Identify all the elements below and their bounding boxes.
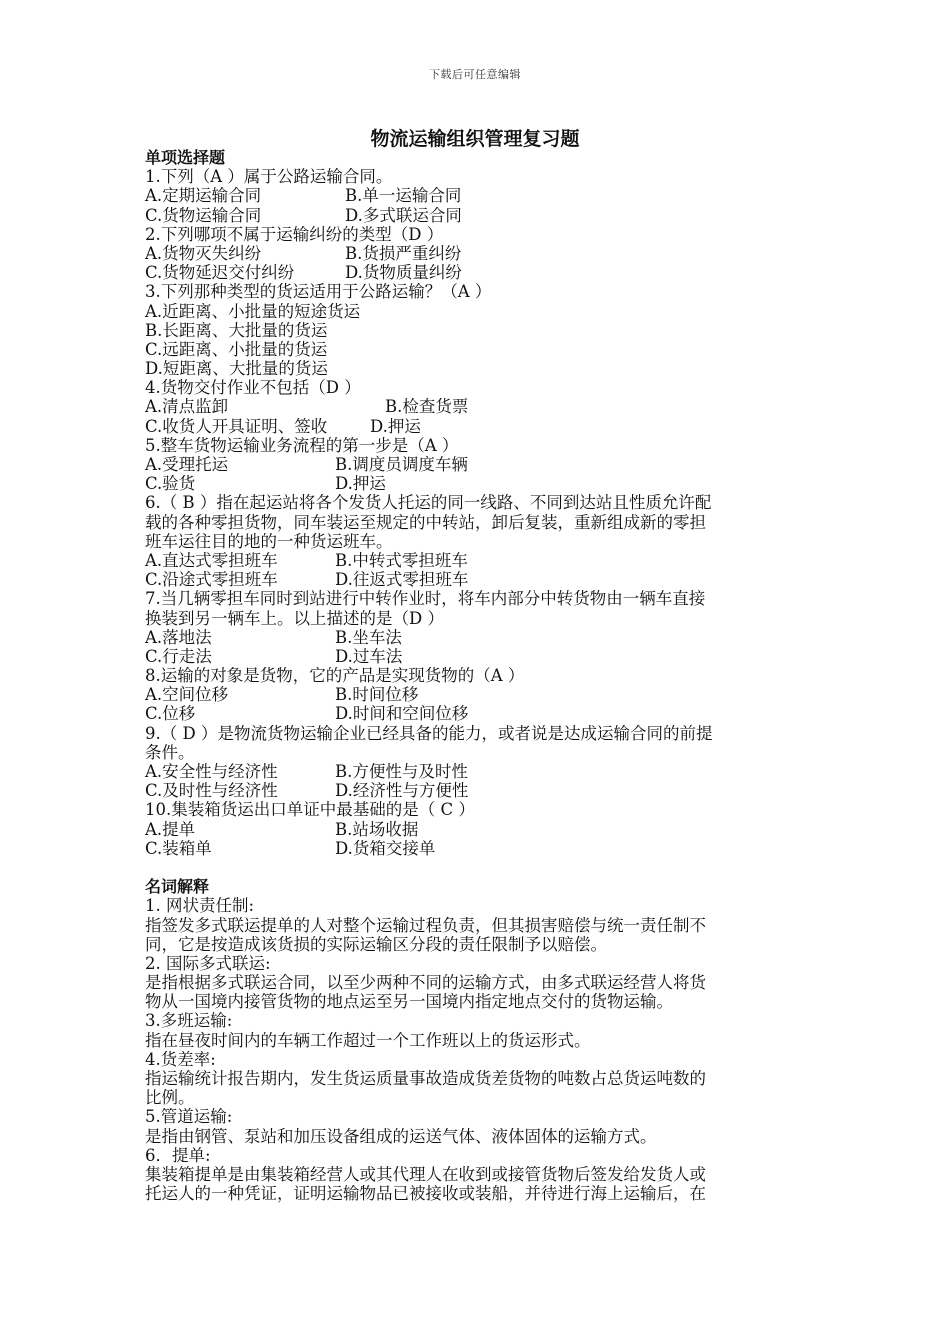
question-10-options-row-2 — [145, 839, 815, 858]
question-10-options-row-1 — [145, 820, 815, 839]
question-2-options-row-1 — [145, 244, 815, 263]
question-7-stem-line-2: 换装到另一辆车上。以上描述的是（D ） — [145, 608, 444, 628]
question-6-option-a: A.直达式零担班车 — [145, 550, 278, 570]
question-8-options-row-2 — [145, 704, 815, 723]
question-9-option-d: D.经济性与方便性 — [335, 781, 469, 801]
question-4-option-c: C.收货人开具证明、签收 — [145, 416, 328, 436]
term-6-title: 6．提单: — [145, 1145, 211, 1165]
question-6-stem-line-1: 6.（ B ）指在起运站将各个发货人托运的同一线路、不同到达站且性质允许配 — [145, 493, 712, 513]
question-2-option-b: B.货损严重纠纷 — [345, 243, 462, 263]
question-4-stem: 4.货物交付作业不包括（D ） — [145, 378, 361, 398]
question-5-stem: 5.整车货物运输业务流程的第一步是（A ） — [145, 435, 459, 455]
term-1-title: 1. 网状责任制: — [145, 896, 255, 916]
question-1-option-a: A.定期运输合同 — [145, 186, 262, 206]
question-2-options-row-2 — [145, 263, 815, 282]
question-4-options-row-1 — [145, 397, 815, 416]
section-heading-single-choice: 单项选择题 — [145, 148, 226, 167]
question-9-options-row-2 — [145, 781, 815, 800]
question-5-options-row-2 — [145, 474, 815, 493]
term-4-definition-line-2: 比例。 — [145, 1088, 195, 1108]
question-10-option-b: B.站场收据 — [335, 819, 419, 839]
term-2-definition-line-1: 是指根据多式联运合同，以至少两种不同的运输方式，由多式联运经营人将货 — [145, 973, 706, 993]
question-6-options-row-2 — [145, 570, 815, 589]
question-10-option-c: C.装箱单 — [145, 838, 212, 858]
question-2-option-a: A.货物灭失纠纷 — [145, 243, 262, 263]
question-2-stem: 2.下列哪项不属于运输纠纷的类型（D ） — [145, 224, 444, 244]
term-1-definition-line-2: 同，它是按造成该货损的实际运输区分段的责任限制予以赔偿。 — [145, 934, 607, 954]
question-8-option-a: A.空间位移 — [145, 685, 229, 705]
question-5-option-c: C.验货 — [145, 474, 196, 494]
question-3-option-c: C.远距离、小批量的货运 — [145, 339, 328, 359]
question-6-stem-line-2: 载的各种零担货物，同车装运至规定的中转站，卸后复装，重新组成新的零担 — [145, 512, 706, 532]
question-5-option-a: A.受理托运 — [145, 455, 229, 474]
term-5-title: 5.管道运输: — [145, 1107, 233, 1127]
question-9-stem-line-2: 条件。 — [145, 742, 195, 762]
header-note: 下载后可任意编辑 — [429, 68, 521, 81]
question-7-option-a: A.落地法 — [145, 627, 212, 647]
question-3-option-a: A.近距离、小批量的短途货运 — [145, 301, 361, 321]
section-spacer — [145, 858, 815, 877]
question-7-option-b: B.坐车法 — [335, 627, 402, 647]
term-1-definition-line-1: 指签发多式联运提单的人对整个运输过程负责，但其损害赔偿与统一责任制不 — [145, 915, 706, 935]
question-5-option-b: B.调度员调度车辆 — [335, 455, 468, 474]
question-9-option-b: B.方便性与及时性 — [335, 762, 468, 781]
question-6-option-d: D.往返式零担班车 — [335, 570, 469, 590]
term-4-definition-line-1: 指运输统计报告期内，发生货运质量事故造成货差货物的吨数占总货运吨数的 — [145, 1069, 706, 1088]
question-6-stem-line-3: 班车运往目的地的一种货运班车。 — [145, 531, 393, 551]
question-7-options-row-2 — [145, 647, 815, 666]
section-heading-definitions: 名词解释 — [145, 877, 210, 897]
question-4-options-row-2 — [145, 417, 815, 436]
question-7-option-c: C.行走法 — [145, 646, 212, 666]
question-1-options-row-1 — [145, 186, 815, 205]
document-body — [145, 148, 815, 1203]
term-2-title: 2. 国际多式联运: — [145, 953, 271, 973]
question-7-options-row-1 — [145, 628, 815, 647]
document-title: 物流运输组织管理复习题 — [370, 128, 580, 150]
question-6-options-row-1 — [145, 551, 815, 570]
question-10-stem: 10.集装箱货运出口单证中最基础的是（ C ） — [145, 800, 475, 820]
question-9-stem-line-1: 9.（ D ）是物流货物运输企业已经具备的能力，或者说是达成运输合同的前提 — [145, 723, 713, 743]
question-8-option-b: B.时间位移 — [335, 685, 419, 705]
term-3-title: 3.多班运输: — [145, 1011, 233, 1031]
question-8-option-c: C.位移 — [145, 704, 196, 724]
question-3-option-d: D.短距离、大批量的货运 — [145, 359, 328, 379]
question-1-stem: 1.下列（A ）属于公路运输合同。 — [145, 167, 393, 187]
question-1-option-d: D.多式联运合同 — [345, 205, 462, 225]
question-7-option-d: D.过车法 — [335, 646, 403, 666]
term-5-definition-line-1: 是指由钢管、泵站和加压设备组成的运送气体、液体固体的运输方式。 — [145, 1126, 657, 1146]
question-8-options-row-1 — [145, 685, 815, 704]
question-5-options-row-1 — [145, 455, 815, 474]
question-10-option-d: D.货箱交接单 — [335, 838, 436, 858]
question-8-option-d: D.时间和空间位移 — [335, 704, 469, 724]
question-3-stem: 3.下列那种类型的货运适用于公路运输？（A ） — [145, 282, 492, 302]
question-10-option-a: A.提单 — [145, 819, 196, 839]
question-4-option-d: D.押运 — [370, 416, 421, 436]
question-1-option-c: C.货物运输合同 — [145, 205, 262, 225]
question-6-option-c: C.沿途式零担班车 — [145, 570, 278, 590]
term-2-definition-line-2: 物从一国境内接管货物的地点运至另一国境内指定地点交付的货物运输。 — [145, 992, 673, 1012]
question-9-option-a: A.安全性与经济性 — [145, 762, 278, 781]
question-4-option-b: B.检查货票 — [385, 397, 469, 417]
term-4-title: 4.货差率: — [145, 1049, 216, 1069]
term-3-definition-line-1: 指在昼夜时间内的车辆工作超过一个工作班以上的货运形式。 — [145, 1030, 591, 1050]
question-6-option-b: B.中转式零担班车 — [335, 550, 468, 570]
question-8-stem: 8.运输的对象是货物，它的产品是实现货物的（A ） — [145, 666, 525, 686]
question-1-options-row-2 — [145, 206, 815, 225]
question-7-stem-line-1: 7.当几辆零担车同时到站进行中转作业时，将车内部分中转货物由一辆车直接 — [145, 589, 706, 609]
question-2-option-d: D.货物质量纠纷 — [345, 263, 462, 283]
question-4-option-a: A.清点监卸 — [145, 397, 229, 417]
question-9-options-row-1 — [145, 762, 815, 781]
question-9-option-c: C.及时性与经济性 — [145, 781, 278, 801]
question-3-option-b: B.长距离、大批量的货运 — [145, 320, 328, 340]
term-6-definition-line-1: 集装箱提单是由集装箱经营人或其代理人在收到或接管货物后签发给发货人或 — [145, 1164, 706, 1184]
question-2-option-c: C.货物延迟交付纠纷 — [145, 263, 295, 283]
term-6-definition-line-2: 托运人的一种凭证，证明运输物品已被接收或装船，并待进行海上运输后，在 — [145, 1184, 706, 1204]
question-5-option-d: D.押运 — [335, 474, 386, 494]
question-1-option-b: B.单一运输合同 — [345, 186, 462, 206]
